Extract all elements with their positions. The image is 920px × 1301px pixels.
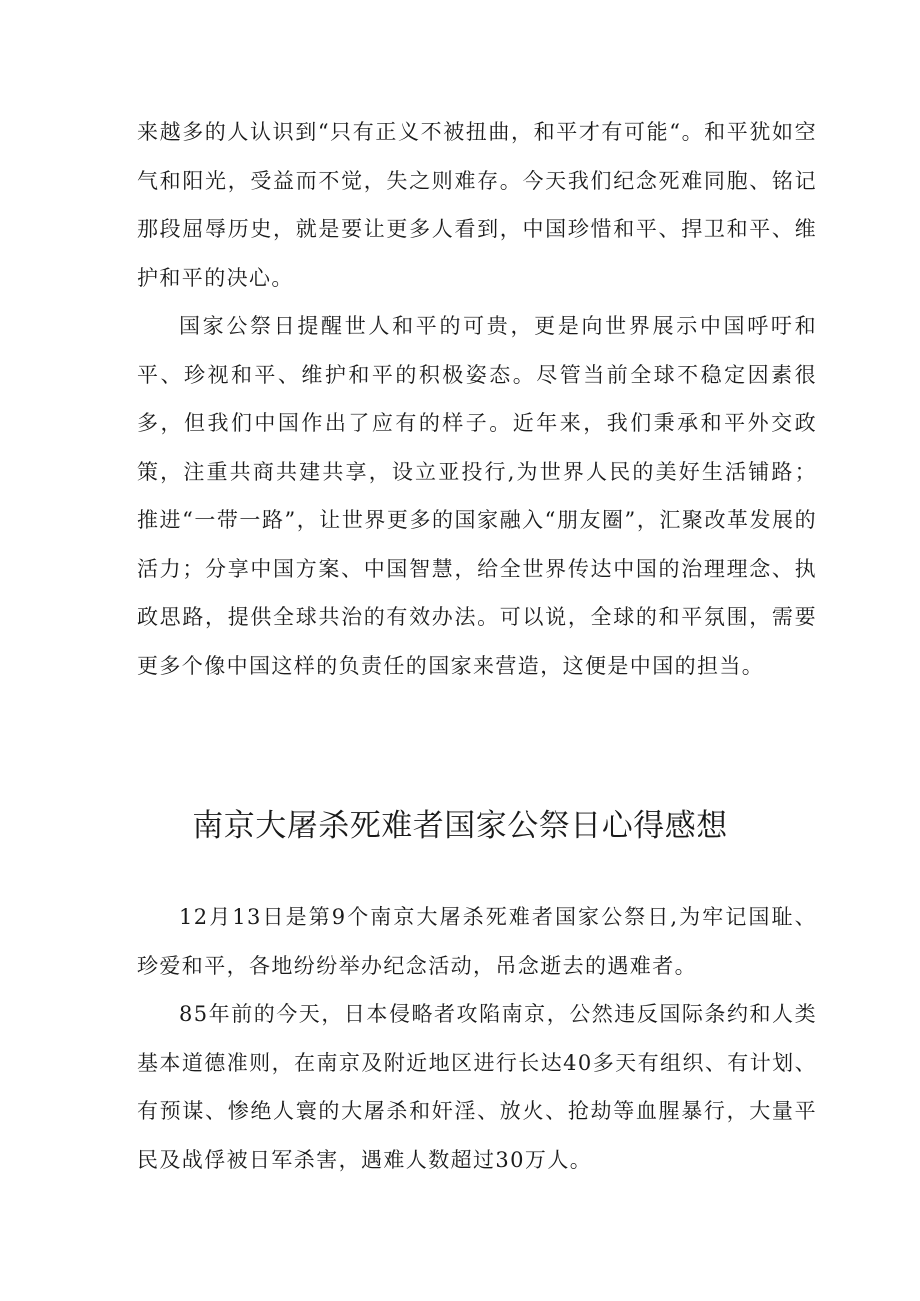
section-title: 南京大屠杀死难者国家公祭日心得感想 (192, 808, 728, 844)
paragraph-continuation: 来越多的人认识到“只有正义不被扭曲，和平才有可能“。和平犹如空气和阳光，受益而不觉，失之则难存。今天我们纪念死难同胞、铭记那段屈辱历史，就是要让更多人看到，中国珍惜和平、捍卫和平、维护和平的决心。 (137, 120, 817, 290)
paragraph-intro: 12月13日是第9个南京大屠杀死难者国家公祭日,为牢记国耻、珍爱和平，各地纷纷举办纪念活动，吊念逝去的遇难者。 (137, 905, 817, 978)
paragraph-history: 85年前的今天，日本侵略者攻陷南京，公然违反国际条约和人类基本道德准则，在南京及附近地区进行长达40多天有组织、有计划、有预谋、惨绝人寰的大屠杀和奸淫、放火、抢劫等血腥暴行，大量平民及战俘被日军杀害，遇难人数超过30万人。 (137, 1002, 817, 1172)
paragraph-memorial-day: 国家公祭日提醒世人和平的可贵，更是向世界展示中国呼吁和平、珍视和平、维护和平的积极姿态。尽管当前全球不稳定因素很多，但我们中国作出了应有的样子。近年来，我们秉承和平外交政策，注重共商共建共享，设立亚投行,为世界人民的美好生活铺路；推进“一带一路”，让世界更多的国家融入“朋友圈”，汇聚改革发展的活力；分享中国方案、中国智慧，给全世界传达中国的治理理念、执政思路，提供全球共治的有效办法。可以说，全球的和平氛围，需要更多个像中国这样的负责任的国家来营造，这便是中国的担当。 (137, 314, 817, 678)
